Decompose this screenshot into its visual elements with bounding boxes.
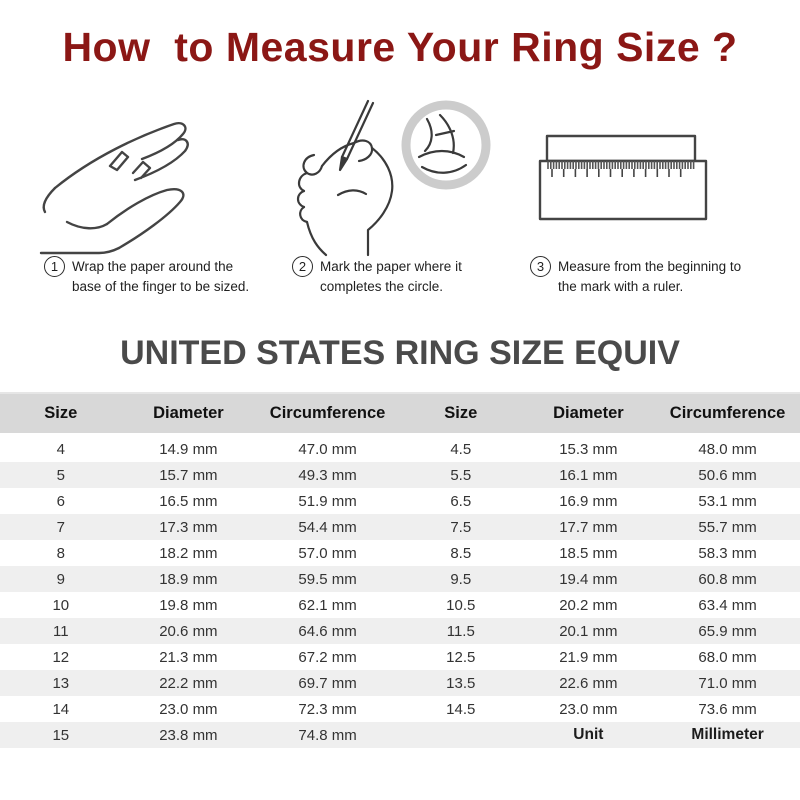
table-row [0,618,800,644]
table-cell: 10 [52,596,70,614]
table-cell: 55.7 mm [655,514,800,540]
table-cell: 9 [0,566,122,592]
ring-size-table-head-row [0,393,800,435]
table-cell: 18.5 mm [559,544,618,562]
table-cell: 59.5 mm [255,566,400,592]
step-1-number-badge: 1 [44,256,65,277]
table-cell: 57.0 mm [298,544,357,562]
table-row [0,722,800,748]
table-cell: 63.4 mm [698,596,757,614]
hand-wrap-paper-icon [25,100,235,258]
table-cell: 23.0 mm [159,700,218,718]
table-cell: 5.5 [400,462,522,488]
table-cell: 12.5 [446,648,476,666]
table-cell: 14.9 mm [159,440,218,458]
column-header: Size [400,393,522,435]
table-cell: 53.1 mm [698,492,757,510]
table-cell: 62.1 mm [298,596,357,614]
table-cell: 11.5 [400,618,522,644]
table-cell: 69.7 mm [255,670,400,696]
table-cell: 73.6 mm [698,700,757,718]
table-cell [400,722,522,748]
table-cell: 8 [56,544,65,562]
table-cell: 5 [0,462,122,488]
step-2-illustration [278,95,508,258]
table-cell: 64.6 mm [255,618,400,644]
table-cell: 68.0 mm [698,648,757,666]
table-cell: 20.1 mm [522,618,656,644]
table-cell: 7.5 [400,514,522,540]
table-cell: 23.0 mm [559,700,618,718]
column-header: Circumference [255,393,400,435]
step-3-caption [530,257,770,298]
table-cell: 4.5 [450,440,472,458]
table-cell: 20.6 mm [122,618,256,644]
table-cell: 16.9 mm [559,492,618,510]
table-cell: Unit [522,722,656,748]
ring-size-table-body [0,435,800,749]
step-1-caption [44,257,254,298]
table-cell: 19.4 mm [522,566,656,592]
table-cell: 6.5 [450,492,472,510]
table-cell: 8.5 [450,544,472,562]
table-cell: 17.7 mm [522,514,656,540]
table-row [0,566,800,592]
table-cell: 12 [52,648,70,666]
table-cell: 11 [0,618,122,644]
step-1-illustration [25,100,235,258]
table-cell: 23.8 mm [122,722,256,748]
table-row [0,514,800,540]
table-cell: 15.7 mm [122,462,256,488]
step-1-caption-line1: Wrap the paper around the [72,259,234,274]
column-header: Circumference [655,393,800,435]
table-cell: 71.0 mm [655,670,800,696]
table-cell: 47.0 mm [298,440,357,458]
table-cell: 18.2 mm [159,544,218,562]
table-cell: 49.3 mm [255,462,400,488]
table-cell: 48.0 mm [698,440,757,458]
table-row [0,462,800,488]
table-cell: 20.2 mm [559,596,618,614]
step-1-caption-line2: base of the finger to be sized. [72,279,250,295]
table-cell: 21.3 mm [159,648,218,666]
table-cell: 16.5 mm [159,492,218,510]
table-cell: 72.3 mm [298,700,357,718]
column-header: Diameter [122,393,256,435]
ring-size-table [0,392,800,748]
table-cell: 54.4 mm [255,514,400,540]
table-cell: 15 [0,722,122,748]
step-2-caption [292,257,507,298]
table-row [0,670,800,696]
table-cell: 6 [56,492,65,510]
table-cell: 74.8 mm [255,722,400,748]
table-row [0,540,800,566]
table-cell: 17.3 mm [122,514,256,540]
step-3-number-badge: 3 [530,256,551,277]
hand-mark-pencil-icon [278,95,508,258]
table-cell: 50.6 mm [655,462,800,488]
table-row [0,435,800,463]
table-cell: 14 [52,700,70,718]
table-cell: 58.3 mm [698,544,757,562]
table-row [0,696,800,722]
table-cell: 21.9 mm [559,648,618,666]
table-cell: 4 [56,440,65,458]
table-row [0,644,800,670]
step-3-caption-line2: the mark with a ruler. [558,279,684,295]
step-2-caption-line1: Mark the paper where it [320,259,462,274]
table-cell: 65.9 mm [655,618,800,644]
page-title: How to Measure Your Ring Size ? [62,24,738,70]
step-2-caption-line2: completes the circle. [320,279,444,295]
table-cell: 15.3 mm [559,440,618,458]
table-cell: 67.2 mm [298,648,357,666]
table-cell: 14.5 [446,700,476,718]
table-cell: 18.9 mm [122,566,256,592]
table-cell: 10.5 [446,596,476,614]
ruler-icon [538,132,710,224]
table-row [0,488,800,514]
table-cell: 13.5 [400,670,522,696]
table-row [0,592,800,618]
step-2-number-badge: 2 [292,256,313,277]
column-header: Diameter [522,393,656,435]
table-cell: 22.6 mm [522,670,656,696]
table-cell: 19.8 mm [159,596,218,614]
table-cell: 22.2 mm [122,670,256,696]
table-cell: Millimeter [655,722,800,748]
table-cell: 60.8 mm [655,566,800,592]
ruler-fine-ticks [548,161,694,169]
step-3-illustration [538,132,710,224]
step-3-caption-line1: Measure from the beginning to [558,259,742,274]
table-cell: 7 [0,514,122,540]
table-cell: 13 [0,670,122,696]
column-header: Size [0,393,122,435]
table-heading: UNITED STATES RING SIZE EQUIV [120,334,680,372]
table-cell: 16.1 mm [522,462,656,488]
table-cell: 9.5 [400,566,522,592]
table-cell: 51.9 mm [298,492,357,510]
